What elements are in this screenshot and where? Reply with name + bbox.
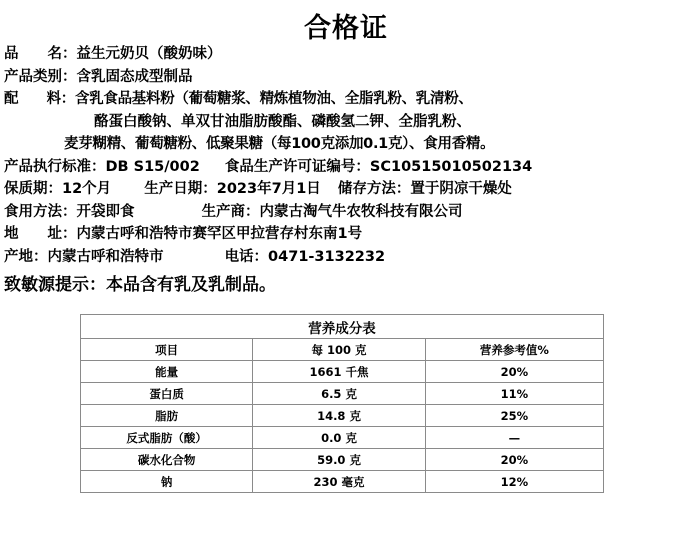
nutrient-amount: 0.0 克 <box>253 427 425 449</box>
product-name-line <box>4 43 688 66</box>
nutrient-amount: 14.8 克 <box>253 405 425 427</box>
nutrient-amount: 59.0 克 <box>253 449 425 471</box>
table-row <box>81 427 604 449</box>
nutrition-table <box>80 314 604 493</box>
usage-manufacturer-line <box>4 201 688 224</box>
origin-phone-line <box>4 246 688 269</box>
nutrient-nrv: 11% <box>425 383 603 405</box>
storage-method: 储存方法：置于阴凉干燥处 <box>337 181 512 197</box>
nutrient-nrv: 25% <box>425 405 603 427</box>
allergen-notice: 致敏源提示：本品含有乳及乳制品。 <box>4 275 276 295</box>
table-row <box>81 449 604 471</box>
nutrient-nrv: 12% <box>425 471 603 493</box>
origin: 产地：内蒙古呼和浩特市 <box>4 248 164 265</box>
execution-standard: 产品执行标准：DB S15/002 <box>4 158 200 175</box>
nutrient-name: 能量 <box>81 361 253 383</box>
standard-license-line <box>4 156 688 179</box>
dates-storage-line <box>4 178 688 201</box>
manufacturer: 生产商：内蒙古淘气牛农牧科技有限公司 <box>201 203 463 220</box>
phone: 电话：0471-3132232 <box>224 248 386 265</box>
product-name: 品 名：益生元奶贝（酸奶味） <box>4 46 222 62</box>
nutrient-name: 反式脂肪（酸） <box>81 427 253 449</box>
ingredients-text-3: 麦芽糊精、葡萄糖粉、低聚果糖（每100克添加0.1克）、食用香精。 <box>64 136 495 152</box>
production-license: 食品生产许可证编号：SC10515010502134 <box>224 158 533 175</box>
table-row <box>81 471 604 493</box>
nutrient-name: 碳水化合物 <box>81 449 253 471</box>
header-item: 项目 <box>81 339 253 361</box>
ingredients-text-2: 酪蛋白酸钠、单双甘油脂肪酸酯、磷酸氢二钾、全脂乳粉、 <box>94 113 471 130</box>
nutrient-name: 蛋白质 <box>81 383 253 405</box>
nutrient-amount: 230 毫克 <box>253 471 425 493</box>
nutrient-nrv: — <box>425 427 603 449</box>
address: 地 址：内蒙古呼和浩特市赛罕区甲拉营存村东南1号 <box>4 226 363 242</box>
allergen-line <box>4 272 688 298</box>
nutrient-amount: 1661 千焦 <box>253 361 425 383</box>
nutrient-nrv: 20% <box>425 449 603 471</box>
usage-method: 食用方法：开袋即食 <box>4 203 135 220</box>
ingredients-text-1: 配 料：含乳食品基料粉（葡萄糖浆、精炼植物油、全脂乳粉、乳清粉、 <box>4 91 473 107</box>
table-row <box>81 383 604 405</box>
product-category: 产品类别：含乳固态成型制品 <box>4 68 193 85</box>
address-line <box>4 223 688 246</box>
production-date: 生产日期：2023年7月1日 <box>144 181 321 197</box>
table-row <box>81 405 604 427</box>
ingredients-line-3 <box>4 133 688 156</box>
page-title: 合格证 <box>304 13 388 44</box>
product-info <box>4 43 688 298</box>
nutrition-caption: 营养成分表 <box>81 315 604 339</box>
nutrition-caption-row <box>81 315 604 339</box>
nutrient-name: 钠 <box>81 471 253 493</box>
nutrient-amount: 6.5 克 <box>253 383 425 405</box>
ingredients-line-2 <box>4 111 688 134</box>
nutrition-header-row <box>81 339 604 361</box>
nutrient-name: 脂肪 <box>81 405 253 427</box>
table-row <box>81 361 604 383</box>
ingredients-line-1 <box>4 88 688 111</box>
header-per-100g: 每 100 克 <box>253 339 425 361</box>
shelf-life: 保质期：12个月 <box>4 181 112 197</box>
header-nrv: 营养参考值% <box>425 339 603 361</box>
category-line <box>4 66 688 89</box>
nutrient-nrv: 20% <box>425 361 603 383</box>
